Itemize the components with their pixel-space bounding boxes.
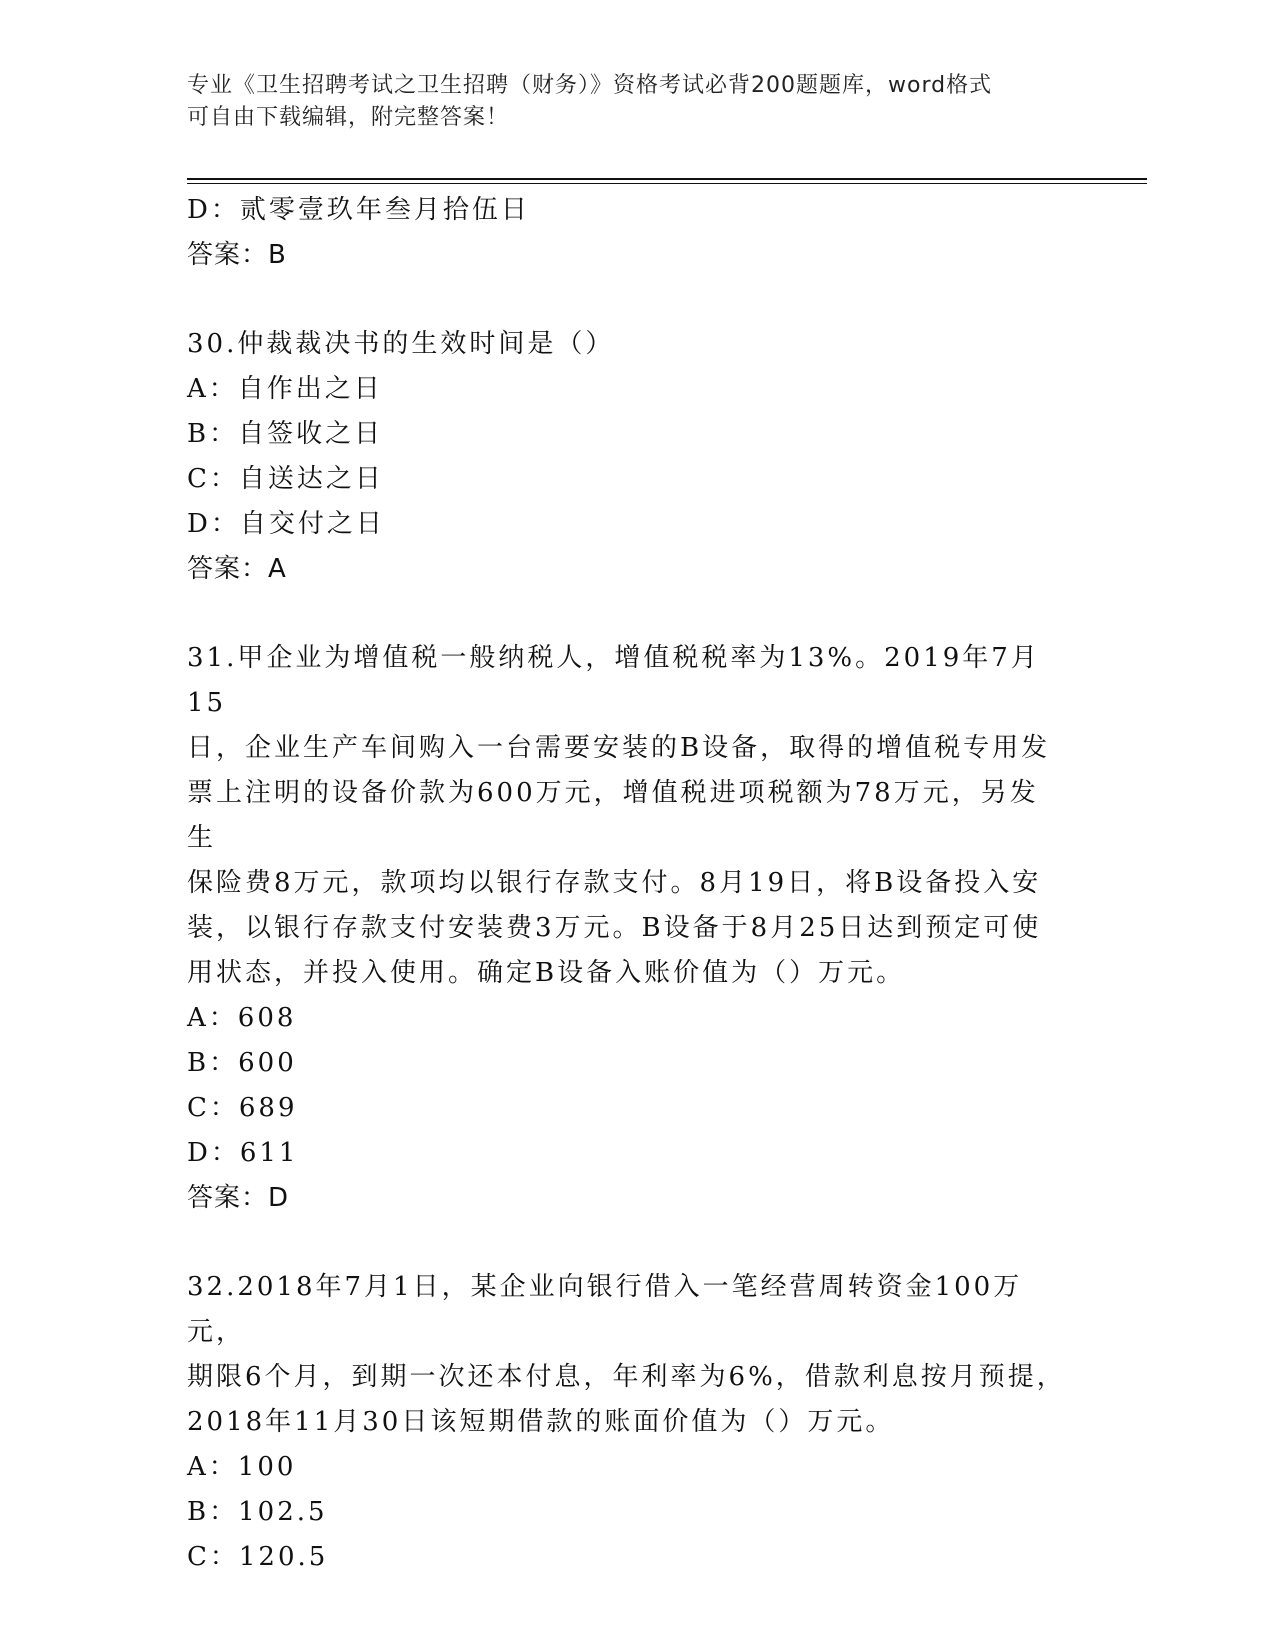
document-body	[187, 188, 1067, 1580]
option-a: A：608	[187, 1003, 297, 1033]
option-a: A：自作出之日	[187, 374, 383, 404]
question-30	[187, 322, 1067, 592]
question-31	[187, 636, 1067, 1221]
option-d: D：自交付之日	[187, 509, 385, 539]
question-stem-line: 2018年11月30日该短期借款的账面价值为（）万元。	[187, 1407, 895, 1437]
question-32	[187, 1265, 1067, 1580]
option-b: B：102.5	[187, 1497, 328, 1527]
question-stem-line: 期限6个月，到期一次还本付息，年利率为6%，借款利息按月预提，	[187, 1362, 1066, 1392]
answer: 答案：D	[187, 1183, 290, 1213]
question-stem-line: 票上注明的设备价款为600万元，增值税进项税额为78万元，另发生	[187, 778, 1039, 853]
answer: 答案：A	[187, 554, 287, 584]
header-rule-thick	[187, 178, 1147, 180]
question-stem-line: 日，企业生产车间购入一台需要安装的B设备，取得的增值税专用发	[187, 733, 1051, 763]
question-stem-line: 用状态，并投入使用。确定B设备入账价值为（）万元。	[187, 958, 906, 988]
option-d: D：贰零壹玖年叁月拾伍日	[187, 195, 530, 225]
question-stem-line: 装，以银行存款支付安装费3万元。B设备于8月25日达到预定可使	[187, 913, 1042, 943]
option-c: C：120.5	[187, 1542, 329, 1572]
header-rule-thin	[187, 183, 1147, 184]
option-b: B：600	[187, 1048, 297, 1078]
question-stem-line: 31.甲企业为增值税一般纳税人，增值税税率为13%。2019年7月15	[187, 643, 1040, 718]
option-b: B：自签收之日	[187, 419, 384, 449]
option-d: D：611	[187, 1138, 299, 1168]
answer: 答案：B	[187, 240, 287, 270]
carryover-question	[187, 188, 1067, 278]
header-title-line-2: 可自由下载编辑，附完整答案！	[187, 105, 510, 130]
document-header	[187, 70, 1067, 134]
option-c: C：689	[187, 1093, 298, 1123]
question-stem: 30.仲裁裁决书的生效时间是（）	[187, 329, 615, 359]
option-c: C：自送达之日	[187, 464, 384, 494]
question-stem-line: 保险费8万元，款项均以银行存款支付。8月19日，将B设备投入安	[187, 868, 1042, 898]
question-stem-line: 32.2018年7月1日，某企业向银行借入一笔经营周转资金100万元，	[187, 1272, 1023, 1347]
header-title-line-1: 专业《卫生招聘考试之卫生招聘（财务）》资格考试必背200题题库，word格式	[187, 73, 993, 98]
option-a: A：100	[187, 1452, 297, 1482]
